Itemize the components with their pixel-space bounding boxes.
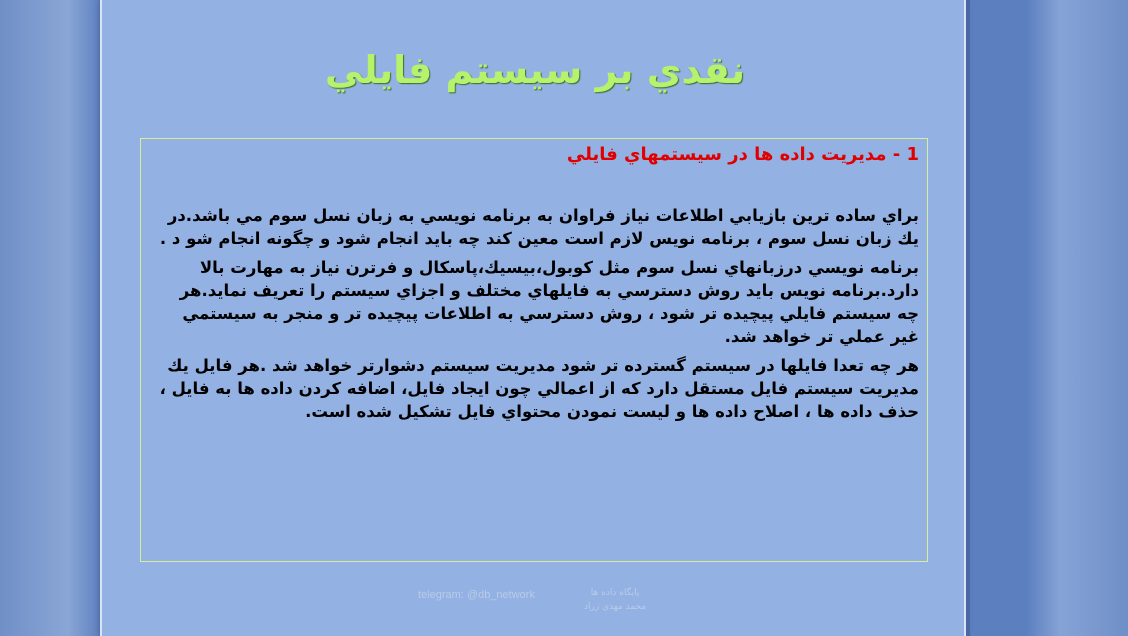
paragraph: برنامه نويسي درزبانهاي نسل سوم مثل كوبول،بيسيك،پاسكال و فرترن نياز به مهارت بالا دارد.برنامه نويس بايد روش دسترسي به فايلهاي مختلف و اجزاي سيستم را تعريف نمايد.هر چه سيستم فايلي پيچيده تر شود ، روش دسترسي به اطلاعات پيچيده تر و منجر به سيستمي غير عملي تر خواهد شد. — [179, 258, 919, 346]
paragraph: هر چه تعدا فايلها در سيستم گسترده تر شود مديريت سيستم دشوارتر خواهد شد .هر فايل يك مديريت سيستم فايل مستقل دارد كه از اعمالي چون ايجاد فايل، اضافه كردن داده ها به فايل ، حذف داده ها ، اصلاح داده ها و ليست نمودن محتواي فايل تشكيل شده است. — [159, 356, 919, 421]
section-heading: 1 - مديريت داده ها در سيستمهاي فايلي — [566, 144, 919, 165]
paragraph: براي ساده ترين بازيابي اطلاعات نياز فراوان به برنامه نويسي به زبان نسل سوم مي باشد.در يك زبان نسل سوم ، برنامه نويس لازم است معين كند چه بايد انجام شود و چگونه انجام شو د . — [159, 206, 919, 248]
content-body — [155, 143, 919, 429]
author-name: محمد مهدي زراد — [584, 602, 647, 612]
course-name: پايگاه داده ها — [590, 588, 640, 598]
author-watermark — [584, 586, 646, 614]
telegram-watermark: telegram: @db_network — [418, 589, 535, 601]
slide — [100, 0, 966, 636]
content-placeholder — [140, 138, 928, 562]
slide-title: نقدي بر سيستم فايلي — [324, 48, 746, 92]
